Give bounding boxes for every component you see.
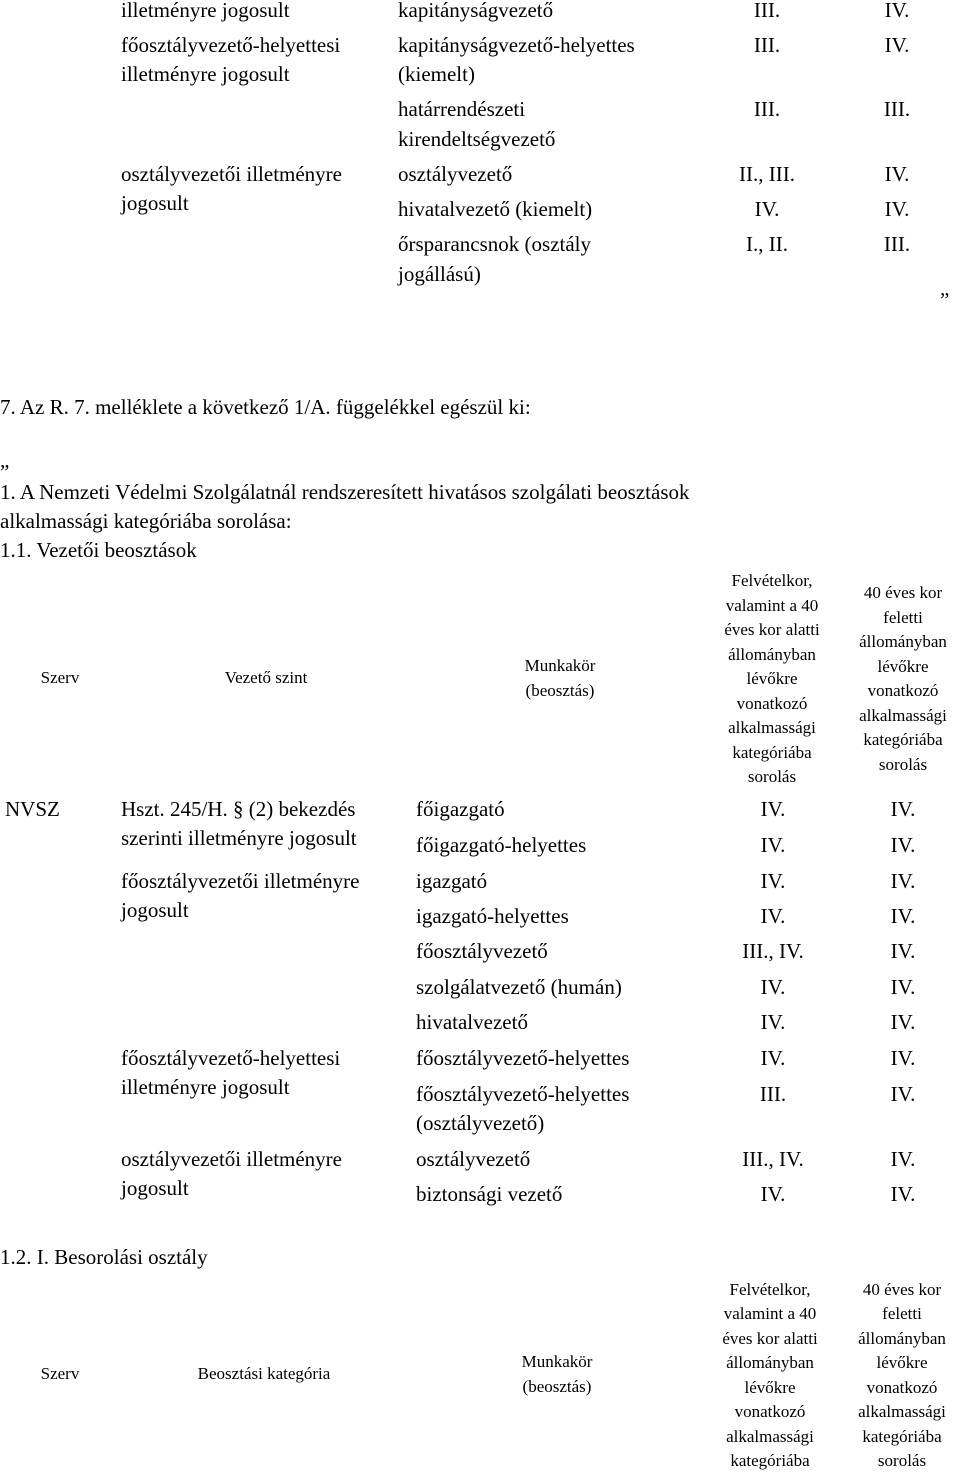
- header-category-senior: kategóriába: [862, 1427, 942, 1446]
- header-category-young: Felvételkor,: [729, 1280, 811, 1299]
- amendment-intro: 7. Az R. 7. melléklete a következő 1/A. függelékkel egészül ki:: [0, 395, 531, 419]
- category-young: III., IV.: [742, 939, 804, 963]
- category-young: III.: [753, 33, 781, 57]
- role-label: kirendeltségvezető: [398, 127, 556, 151]
- category-senior: IV.: [890, 975, 916, 999]
- level-label: Hszt. 245/H. § (2) bekezdés: [121, 797, 356, 821]
- category-senior: IV.: [890, 904, 916, 928]
- role-label: főosztályvezető-helyettes: [416, 1082, 630, 1106]
- role-label: jogállású): [398, 262, 481, 286]
- header-category-young: lévőkre: [746, 669, 798, 688]
- section-heading: alkalmassági kategóriába sorolása:: [0, 509, 292, 533]
- category-young: III.: [753, 0, 781, 22]
- level-label: osztályvezetői illetményre: [121, 1147, 342, 1171]
- category-senior: IV.: [890, 1082, 916, 1106]
- level-label: jogosult: [121, 1176, 189, 1200]
- role-label: hivatalvezető (kiemelt): [398, 197, 593, 221]
- role-label: őrsparancsnok (osztály: [398, 232, 592, 256]
- header-category-young: állományban: [728, 645, 816, 664]
- category-young: IV.: [754, 197, 780, 221]
- level-label: szerinti illetményre jogosult: [121, 826, 357, 850]
- category-young: IV.: [760, 975, 786, 999]
- header-category-senior: 40 éves kor: [863, 583, 943, 602]
- category-young: IV.: [760, 869, 786, 893]
- header-level: Vezető szint: [224, 668, 308, 687]
- category-young: IV.: [760, 1010, 786, 1034]
- header-category-senior: sorolás: [877, 1451, 927, 1470]
- category-young: IV.: [760, 797, 786, 821]
- category-senior: IV.: [890, 939, 916, 963]
- level-label: illetményre jogosult: [121, 1075, 290, 1099]
- category-senior: IV.: [890, 797, 916, 821]
- level-label: illetményre jogosult: [121, 0, 290, 22]
- section-heading: 1. A Nemzeti Védelmi Szolgálatnál rendszeresített hivatásos szolgálati beosztások: [0, 480, 690, 504]
- category-young: II., III.: [739, 162, 795, 186]
- header-category-senior: kategóriába: [863, 730, 943, 749]
- category-senior: IV.: [890, 833, 916, 857]
- role-label: kapitányságvezető-helyettes: [398, 33, 635, 57]
- role-label: főosztályvezető: [416, 939, 548, 963]
- role-label: főosztályvezető-helyettes: [416, 1046, 630, 1070]
- header-role: Munkakör: [521, 1352, 593, 1371]
- role-label: szolgálatvezető (humán): [416, 975, 622, 999]
- level-label: jogosult: [121, 898, 189, 922]
- header-category-senior: lévőkre: [877, 657, 929, 676]
- header-category-senior: feletti: [883, 608, 923, 627]
- header-category-young: alkalmassági: [728, 718, 816, 737]
- header-category-young: Felvételkor,: [731, 571, 813, 590]
- category-young: III.: [753, 97, 781, 121]
- header-category-senior: feletti: [882, 1304, 922, 1323]
- category-senior: IV.: [890, 1046, 916, 1070]
- category-senior: IV.: [890, 869, 916, 893]
- subsection-heading: 1.2. I. Besorolási osztály: [0, 1245, 208, 1269]
- header-role: (beosztás): [525, 681, 595, 700]
- header-category-young: kategóriába: [732, 743, 812, 762]
- header-category-senior: 40 éves kor: [862, 1280, 942, 1299]
- role-label: kapitányságvezető: [398, 0, 554, 22]
- header-org: Szerv: [40, 668, 80, 687]
- category-senior: IV.: [884, 162, 910, 186]
- header-role: Munkakör: [524, 656, 596, 675]
- role-label: főigazgató-helyettes: [416, 833, 587, 857]
- role-label: igazgató-helyettes: [416, 904, 569, 928]
- category-senior: IV.: [890, 1182, 916, 1206]
- closing-quote: ”: [940, 288, 950, 312]
- level-label: főosztályvezető-helyettesi: [121, 33, 341, 57]
- header-category-senior: állományban: [858, 1329, 946, 1348]
- category-young: III.: [759, 1082, 787, 1106]
- header-category-young: vonatkozó: [734, 1402, 806, 1421]
- header-category-senior: lévőkre: [876, 1353, 928, 1372]
- category-young: IV.: [760, 833, 786, 857]
- category-senior: IV.: [890, 1010, 916, 1034]
- category-senior: III.: [883, 232, 911, 256]
- category-senior: IV.: [884, 33, 910, 57]
- header-category-young: sorolás: [747, 767, 797, 786]
- role-label: hivatalvezető: [416, 1010, 528, 1034]
- category-young: IV.: [760, 1046, 786, 1070]
- header-category-senior: sorolás: [878, 755, 928, 774]
- role-label: (osztályvezető): [416, 1111, 545, 1135]
- role-label: főigazgató: [416, 797, 505, 821]
- header-category-young: kategóriába: [730, 1451, 810, 1470]
- level-label: illetményre jogosult: [121, 62, 290, 86]
- header-category-senior: vonatkozó: [867, 681, 939, 700]
- header-category-senior: alkalmassági: [859, 706, 947, 725]
- role-label: határrendészeti: [398, 97, 526, 121]
- header-category-senior: vonatkozó: [866, 1378, 938, 1397]
- category-young: I., II.: [746, 232, 788, 256]
- header-category-senior: alkalmassági: [858, 1402, 946, 1421]
- header-category: Beosztási kategória: [197, 1364, 331, 1383]
- category-young: IV.: [760, 904, 786, 928]
- role-label: osztályvezető: [398, 162, 513, 186]
- header-category-young: alkalmassági: [726, 1427, 814, 1446]
- level-label: osztályvezetői illetményre: [121, 162, 342, 186]
- header-category-young: valamint a 40: [723, 1304, 817, 1323]
- category-senior: IV.: [884, 197, 910, 221]
- level-label: főosztályvezető-helyettesi: [121, 1046, 341, 1070]
- level-label: főosztályvezetői illetményre: [121, 869, 360, 893]
- header-org: Szerv: [40, 1364, 80, 1383]
- role-label: (kiemelt): [398, 62, 475, 86]
- header-category-young: állományban: [726, 1353, 814, 1372]
- category-senior: III.: [883, 97, 911, 121]
- level-label: jogosult: [121, 191, 189, 215]
- role-label: igazgató: [416, 869, 488, 893]
- opening-quote: „: [0, 448, 10, 472]
- header-category-young: éves kor alatti: [724, 620, 820, 639]
- role-label: osztályvezető: [416, 1147, 531, 1171]
- header-category-senior: állományban: [859, 632, 947, 651]
- category-young: III., IV.: [742, 1147, 804, 1171]
- subsection-heading: 1.1. Vezetői beosztások: [0, 538, 197, 562]
- header-category-young: éves kor alatti: [722, 1329, 818, 1348]
- header-category-young: lévőkre: [744, 1378, 796, 1397]
- header-role: (beosztás): [522, 1377, 592, 1396]
- role-label: biztonsági vezető: [416, 1182, 563, 1206]
- header-category-young: valamint a 40: [725, 596, 819, 615]
- category-young: IV.: [760, 1182, 786, 1206]
- org-label: NVSZ: [5, 797, 60, 821]
- category-senior: IV.: [890, 1147, 916, 1171]
- header-category-young: vonatkozó: [736, 694, 808, 713]
- category-senior: IV.: [884, 0, 910, 22]
